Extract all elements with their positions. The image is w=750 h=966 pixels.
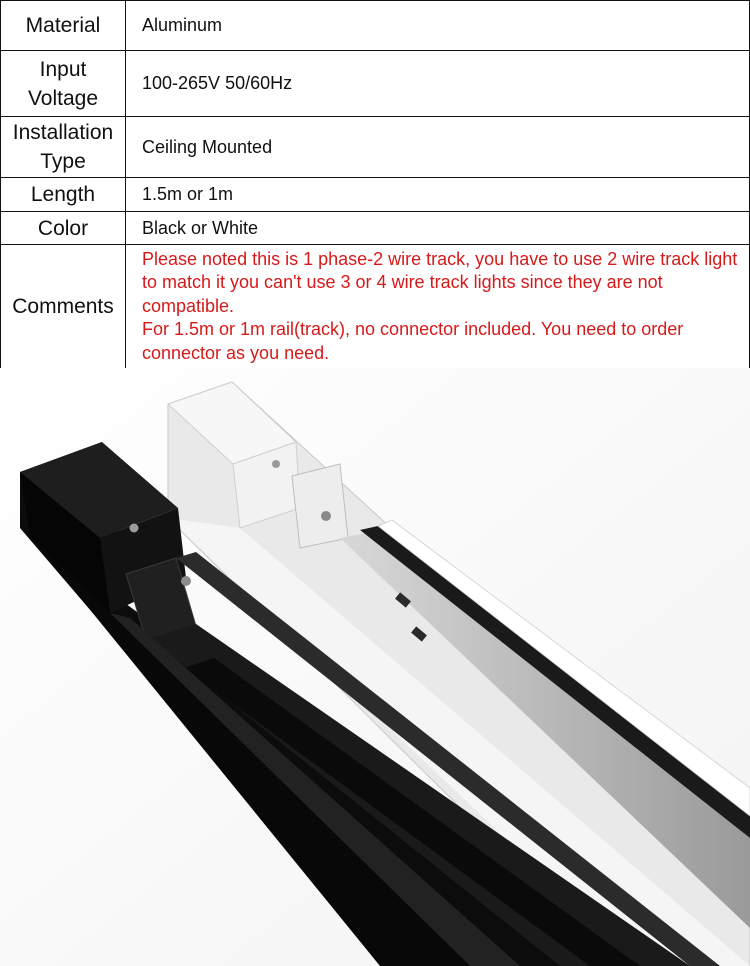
- spec-label-color: Color: [1, 212, 126, 245]
- comment-paragraph-compatibility: Please noted this is 1 phase-2 wire track, you have to use 2 wire track light to match it you can't use 3 or 4 wire track lights since they are not compatible.: [142, 248, 738, 316]
- spec-label-length: Length: [1, 178, 126, 212]
- spec-row-input-voltage: [1, 51, 750, 117]
- spec-label-installation-type-line2: Type: [40, 150, 86, 173]
- spec-label-installation-type-line1: Installation: [12, 121, 114, 144]
- spec-label-input-voltage: [1, 51, 126, 117]
- spec-table: [0, 0, 750, 369]
- black-track-screw-icon: [130, 524, 139, 533]
- spec-value-length: 1.5m or 1m: [126, 178, 750, 212]
- spec-row-color: [1, 212, 750, 245]
- spec-value-comments: [126, 245, 750, 369]
- spec-value-input-voltage: 100-265V 50/60Hz: [126, 51, 750, 117]
- spec-row-material: [1, 1, 750, 51]
- spec-label-comments: Comments: [1, 245, 126, 369]
- white-track-screw-icon: [321, 511, 331, 521]
- comment-paragraph-connector: For 1.5m or 1m rail(track), no connector included. You need to order connector as you need.: [142, 319, 684, 363]
- spec-label-material: Material: [1, 1, 126, 51]
- spec-label-installation-type: [1, 117, 126, 178]
- spec-row-comments: [1, 245, 750, 369]
- spec-row-installation-type: [1, 117, 750, 178]
- spec-label-input-voltage-line1: Input: [39, 57, 87, 81]
- spec-value-material: Aluminum: [126, 1, 750, 51]
- black-track-screw-icon: [181, 576, 191, 586]
- spec-value-installation-type: Ceiling Mounted: [126, 117, 750, 178]
- product-photo: [0, 368, 750, 966]
- spec-value-color: Black or White: [126, 212, 750, 245]
- spec-label-input-voltage-line2: Voltage: [27, 86, 99, 110]
- white-track-screw-icon: [272, 460, 280, 468]
- spec-row-length: [1, 178, 750, 212]
